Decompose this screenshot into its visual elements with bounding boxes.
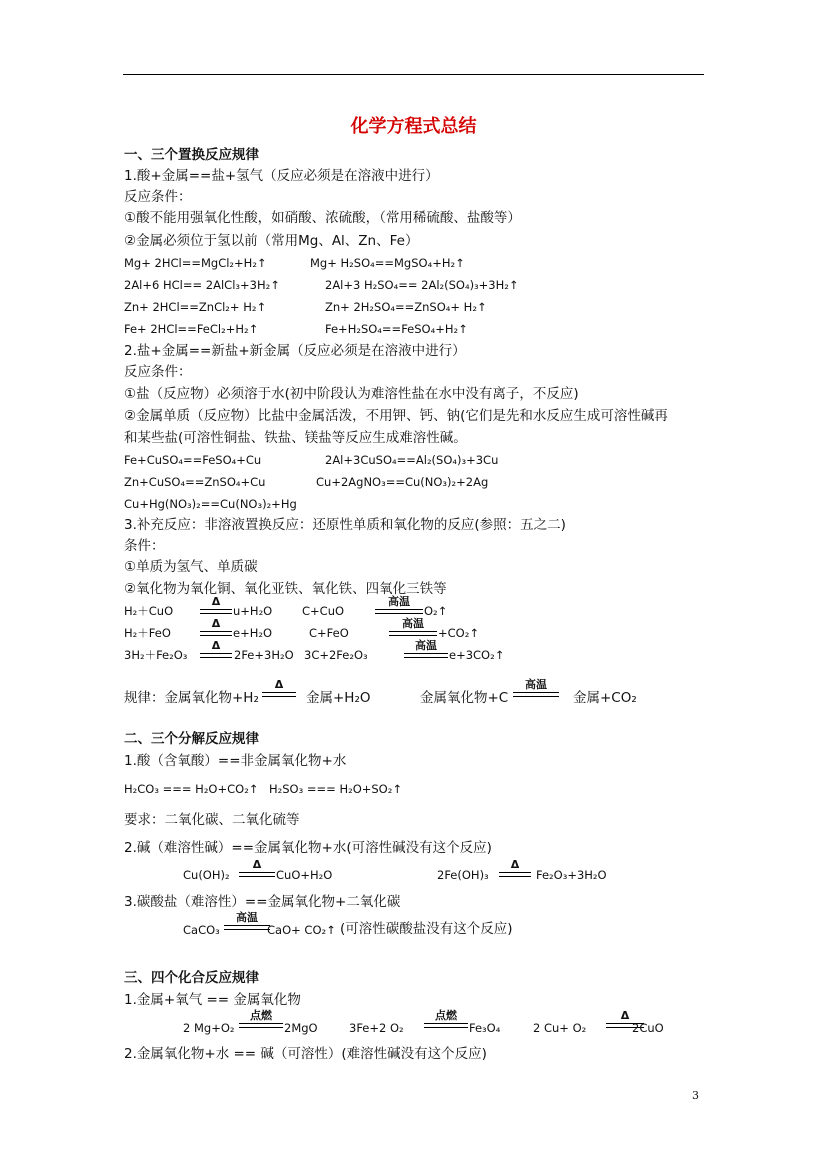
section-3-heading: 三、四个化合反应规律: [124, 970, 259, 986]
heat-condition-arrow: [239, 859, 275, 877]
high-temp-condition-arrow: 高温: [224, 912, 270, 930]
equation-reactants: 2 Mg+O₂: [183, 1021, 235, 1035]
delta-symbol: Δ: [510, 858, 520, 871]
equation: 2Al+6 HCl== 2AlCl₃+3H₂↑: [124, 278, 280, 292]
rule-3-title: 3.补充反应：非溶液置换反应：还原性单质和氧化物的反应(参照：五之二): [124, 517, 566, 533]
high-temp-condition-arrow: 高温: [375, 596, 423, 614]
equation: Cu+Hg(NO₃)₂==Cu(NO₃)₂+Hg: [124, 497, 297, 511]
delta-symbol: Δ: [620, 1009, 630, 1022]
equation-reactants: CaCO₃: [183, 923, 220, 937]
heat-condition-arrow: [499, 859, 531, 877]
page-number: 3: [692, 1089, 699, 1102]
combination-rule-1-title: 1.金属+氧气 == 金属氧化物: [124, 992, 301, 1008]
equation: Zn+CuSO₄==ZnSO₄+Cu: [124, 475, 266, 489]
equation: Zn+ 2H₂SO₄==ZnSO₄+ H₂↑: [325, 300, 487, 314]
equation-products: 2CuO: [632, 1021, 664, 1035]
equation: Zn+ 2HCl==ZnCl₂+ H₂↑: [124, 300, 267, 314]
rule-2-condition-2a: ②金属单质（反应物）比盐中金属活泼，不用钾、钙、钠(它们是先和水反应生成可溶性碱再: [124, 408, 668, 424]
equation: 2Al+3 H₂SO₄== 2Al₂(SO₄)₃+3H₂↑: [325, 278, 519, 292]
rule-1-condition-1: ①酸不能用强氧化性酸，如硝酸、浓硫酸，（常用稀硫酸、盐酸等）: [124, 210, 521, 226]
equation: Mg+ H₂SO₄==MgSO₄+H₂↑: [310, 256, 465, 270]
section-2-heading: 二、三个分解反应规律: [124, 731, 259, 747]
rule-3-condition-1: ①单质为氢气、单质碳: [124, 559, 258, 575]
equation-products: e+3CO₂↑: [449, 648, 505, 662]
equation-reactants: 3Fe+2 O₂: [349, 1021, 404, 1035]
heat-condition-arrow: [200, 596, 232, 614]
decomp-rule-1-requirement: 要求：二氧化碳、二氧化硫等: [124, 812, 300, 828]
equation: Fe+ 2HCl==FeCl₂+H₂↑: [124, 322, 259, 336]
equation-products: CuO+H₂O: [276, 868, 333, 882]
equation-reactants: Cu(OH)₂: [183, 868, 230, 882]
equation-reactants: C+CuO: [302, 604, 345, 618]
equation: Fe+H₂SO₄==FeSO₄+H₂↑: [325, 322, 468, 336]
equation: Cu+2AgNO₃==Cu(NO₃)₂+2Ag: [316, 475, 489, 489]
equation: H₂SO₃ === H₂O+SO₂↑: [269, 782, 402, 796]
delta-symbol: Δ: [274, 678, 284, 691]
rule-2-condition-2b: 和某些盐(可溶性铜盐、铁盐、镁盐等反应生成难溶性碱。: [124, 430, 467, 446]
equation-products: O₂↑: [424, 604, 448, 618]
equation-products: CaO+ CO₂↑: [267, 923, 336, 937]
rule-1-condition-2: ②金属必须位于氢以前（常用Mg、Al、Zn、Fe）: [124, 233, 419, 249]
heat-condition-arrow: [200, 640, 232, 658]
rule-summary-mid: 金属+H₂O: [306, 690, 371, 706]
equation-reactants: 2 Cu+ O₂: [533, 1021, 587, 1035]
rule-summary-right-reactants: 金属氧化物+C: [420, 690, 509, 706]
rule-2-title: 2.盐+金属==新盐+新金属（反应必须是在溶液中进行）: [124, 343, 466, 359]
decomp-rule-3-note: (可溶性碳酸盐没有这个反应): [340, 921, 513, 937]
page-title: 化学方程式总结: [350, 116, 477, 137]
rule-3-condition-2: ②氧化物为氧化铜、氧化亚铁、氧化铁、四氧化三铁等: [124, 581, 447, 597]
equation-reactants: H₂＋CuO: [124, 604, 174, 618]
equation-products: Fe₃O₄: [469, 1021, 501, 1035]
high-temp-condition-arrow: 高温: [389, 618, 437, 636]
ignition-condition-arrow: 点燃: [239, 1010, 283, 1028]
rule-summary-left: 规律：金属氧化物+H₂: [124, 690, 259, 706]
decomp-rule-2-title: 2.碱（难溶性碱）==金属氧化物+水(可溶性碱没有这个反应): [124, 840, 492, 856]
delta-symbol: Δ: [211, 595, 221, 608]
equation: H₂CO₃ === H₂O+CO₂↑: [124, 782, 259, 796]
section-1-heading: 一、三个置换反应规律: [124, 147, 259, 163]
delta-symbol: Δ: [211, 639, 221, 652]
high-temp-condition-arrow: 高温: [404, 640, 448, 658]
equation: Mg+ 2HCl==MgCl₂+H₂↑: [124, 256, 267, 270]
rule-2-condition-1: ①盐（反应物）必须溶于水(初中阶段认为难溶性盐在水中没有离子，不反应): [124, 386, 579, 402]
equation-reactants: C+FeO: [309, 626, 349, 640]
rule-1-title: 1.酸+金属==盐+氢气（反应必须是在溶液中进行）: [124, 168, 439, 184]
equation-products: u+H₂O: [233, 604, 273, 618]
equation-products: e+H₂O: [233, 626, 273, 640]
header-rule: [123, 74, 704, 75]
equation-reactants: 3C+2Fe₂O₃: [304, 648, 368, 662]
ignition-condition-arrow: 点燃: [424, 1010, 468, 1028]
heat-condition-arrow: [200, 618, 232, 636]
delta-symbol: Δ: [252, 858, 262, 871]
heat-condition-arrow: [262, 679, 296, 697]
delta-symbol: Δ: [211, 617, 221, 630]
equation-products: +CO₂↑: [438, 626, 479, 640]
decomp-rule-1-title: 1.酸（含氧酸）==非金属氧化物+水: [124, 753, 347, 769]
equation: 2Al+3CuSO₄==Al₂(SO₄)₃+3Cu: [325, 453, 499, 467]
equation-products: Fe₂O₃+3H₂O: [536, 868, 607, 882]
equation: Fe+CuSO₄==FeSO₄+Cu: [124, 453, 262, 467]
rule-1-condition-label: 反应条件：: [124, 189, 192, 205]
equation-reactants: 2Fe(OH)₃: [437, 868, 489, 882]
high-temp-condition-arrow: 高温: [513, 679, 559, 697]
equation-products: 2MgO: [284, 1021, 318, 1035]
rule-summary-right-products: 金属+CO₂: [573, 690, 637, 706]
equation-reactants: 3H₂＋Fe₂O₃: [124, 648, 188, 662]
equation-reactants: H₂＋FeO: [124, 626, 171, 640]
rule-3-condition-label: 条件：: [124, 538, 165, 554]
equation-products: 2Fe+3H₂O: [234, 648, 294, 662]
decomp-rule-3-title: 3.碳酸盐（难溶性）==金属氧化物+二氧化碳: [124, 894, 401, 910]
rule-2-condition-label: 反应条件：: [124, 364, 192, 380]
combination-rule-2-title: 2.金属氧化物+水 == 碱（可溶性）(难溶性碱没有这个反应): [124, 1046, 487, 1062]
